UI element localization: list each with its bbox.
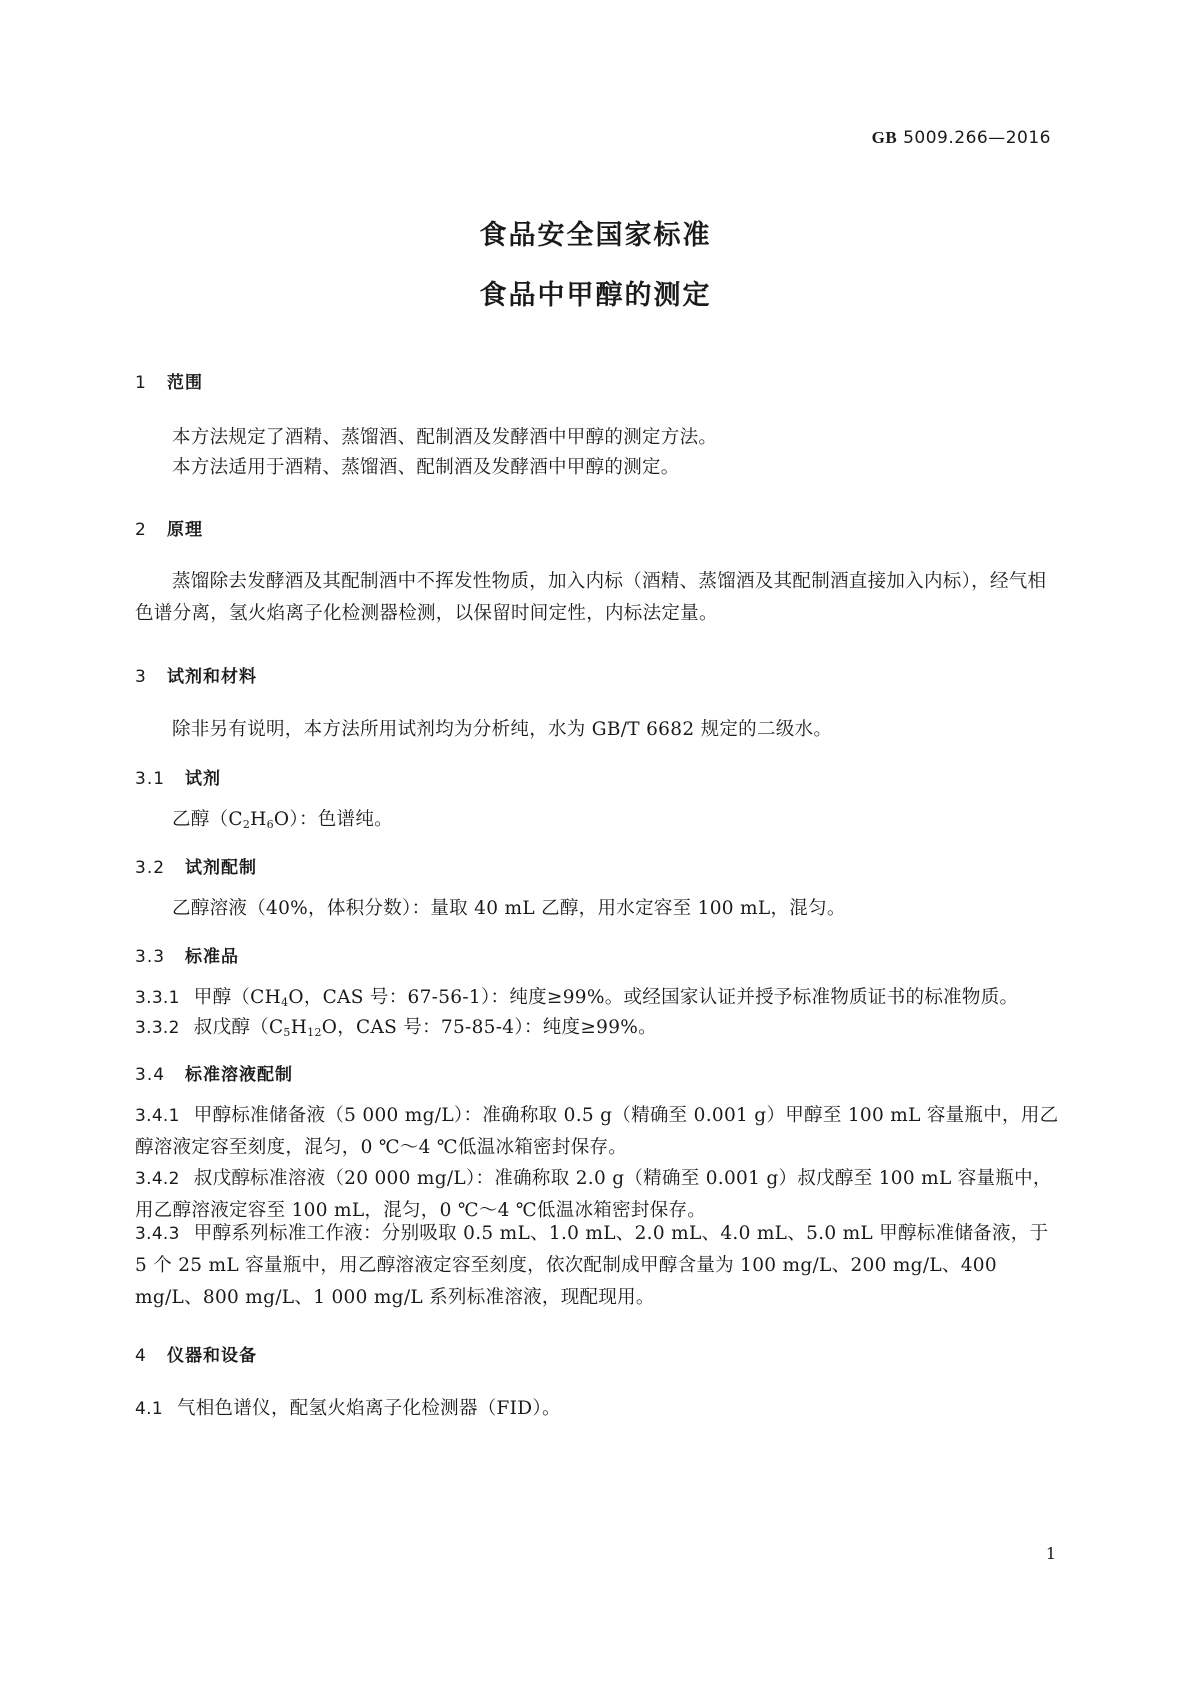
item-number: 4.1 [135, 1399, 163, 1419]
item-number: 3.3.1 [135, 988, 180, 1008]
section-3-heading [135, 662, 257, 687]
subscript: 6 [266, 818, 274, 831]
section-number: 3.1 [135, 769, 166, 789]
section-1-heading [135, 368, 203, 393]
section-3-para: 除非另有说明，本方法所用试剂均为分析纯，水为 GB/T 6682 规定的二级水。 [172, 719, 833, 740]
subscript: 4 [281, 996, 289, 1009]
section-number: 3.2 [135, 858, 166, 878]
item-text: 甲醇标准储备液（5 000 mg/L）：准确称取 0.5 g（精确至 0.001 g）甲醇至 100 mL 容量瓶中，用乙醇溶液定容至刻度，混匀，0 ℃～4 ℃低温冰箱密封保存。 [135, 1105, 1059, 1158]
item-number: 3.4.1 [135, 1106, 180, 1126]
section-1-para-2: 本方法适用于酒精、蒸馏酒、配制酒及发酵酒中甲醇的测定。 [172, 457, 680, 478]
section-title: 试剂和材料 [167, 667, 257, 687]
section-number: 3.3 [135, 947, 166, 967]
text-part: O）：色谱纯。 [273, 809, 393, 830]
section-4-heading [135, 1341, 257, 1366]
page-number: 1 [1045, 1544, 1056, 1563]
doc-title-main: 食品安全国家标准 [479, 220, 712, 251]
text-part: O，CAS 号：75-85-4）：纯度≥99%。 [321, 1017, 657, 1038]
section-title: 原理 [167, 520, 203, 540]
subscript: 2 [242, 818, 251, 831]
section-3-1-heading [135, 764, 221, 789]
standard-prefix: GB [871, 128, 898, 147]
section-2-para: 蒸馏除去发酵酒及其配制酒中不挥发性物质，加入内标（酒精、蒸馏酒及其配制酒直接加入内标），经气相色谱分离，氢火焰离子化检测器检测，以保留时间定性，内标法定量。 [135, 571, 1047, 624]
section-3-2-heading [135, 853, 257, 878]
item-3-4-3 [135, 1218, 1060, 1314]
section-3-2-para: 乙醇溶液（40%，体积分数）：量取 40 mL 乙醇，用水定容至 100 mL，混匀。 [172, 898, 846, 919]
section-number: 3.4 [135, 1065, 166, 1085]
item-number: 3.4.3 [135, 1224, 180, 1244]
section-2-heading [135, 515, 203, 540]
section-title: 范围 [167, 373, 203, 393]
section-3-4-heading [135, 1060, 293, 1085]
item-text: 甲醇系列标准工作液：分别吸取 0.5 mL、1.0 mL、2.0 mL、4.0 mL、5.0 mL 甲醇标准储备液，于 5 个 25 mL 容量瓶中，用乙醇溶液定容至刻度，依次配制成甲醇含量为 100 mg/L、200 mg/L、400 mg/L、800 mg/L、1 000 mg/L 系列标准溶液，现配现用。 [135, 1223, 1049, 1308]
text-part: H [290, 1017, 308, 1038]
standard-code [872, 128, 1051, 148]
section-title: 标准溶液配制 [185, 1065, 293, 1085]
doc-title-sub: 食品中甲醇的测定 [479, 280, 712, 311]
item-number: 3.3.2 [135, 1018, 180, 1038]
item-3-3-2 [135, 1012, 1060, 1049]
section-title: 试剂配制 [185, 858, 257, 878]
section-3-1-para [135, 804, 1060, 841]
item-number: 3.4.2 [135, 1169, 180, 1189]
text-part: H [250, 809, 267, 830]
text-part: 叔戊醇（C [193, 1017, 284, 1038]
section-number: 3 [135, 667, 147, 687]
section-3-3-heading [135, 942, 239, 967]
standard-number: 5009.266—2016 [903, 128, 1051, 148]
item-text: 叔戊醇标准溶液（20 000 mg/L）：准确称取 2.0 g（精确至 0.001 g）叔戊醇至 100 mL 容量瓶中，用乙醇溶液定容至 100 mL，混匀，0 ℃～4 ℃低温冰箱密封保存。 [135, 1168, 1052, 1221]
item-text: 气相色谱仪，配氢火焰离子化检测器（FID）。 [176, 1398, 561, 1419]
section-title: 标准品 [185, 947, 239, 967]
text-part: 乙醇（C [172, 809, 243, 830]
section-number: 2 [135, 520, 147, 540]
text-part: 甲醇（CH [193, 987, 282, 1008]
section-number: 1 [135, 373, 147, 393]
subscript: 12 [307, 1026, 322, 1039]
section-1-para-1: 本方法规定了酒精、蒸馏酒、配制酒及发酵酒中甲醇的测定方法。 [172, 427, 718, 448]
item-4-1 [135, 1393, 1060, 1425]
item-3-4-1 [135, 1100, 1060, 1164]
section-title: 仪器和设备 [167, 1346, 257, 1366]
subscript: 5 [283, 1026, 291, 1039]
section-number: 4 [135, 1346, 147, 1366]
section-title: 试剂 [185, 769, 221, 789]
text-part: O，CAS 号：67-56-1）：纯度≥99%。或经国家认证并授予标准物质证书的标准物质。 [288, 987, 1019, 1008]
